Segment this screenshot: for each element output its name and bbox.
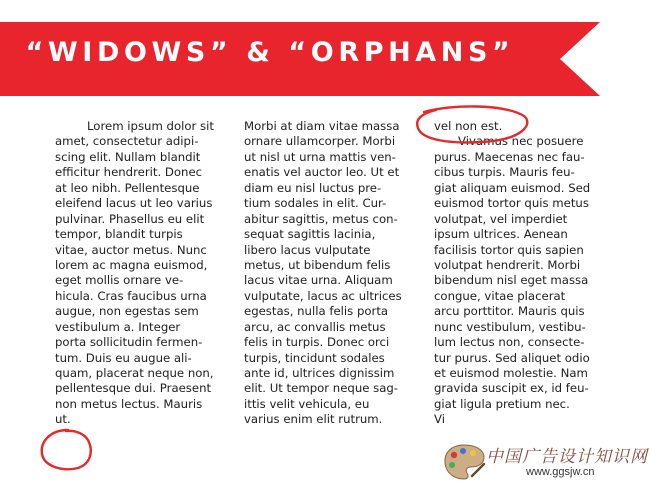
text-line: abitur sagittis, metus con- bbox=[244, 211, 398, 226]
text-line: volutpat hendrerit. Morbi bbox=[434, 257, 581, 272]
text-line: felis in turpis. Donec orci bbox=[244, 335, 390, 350]
text-line: egestas, nulla felis porta bbox=[244, 304, 389, 319]
text-line: lum lectus non, consectе- bbox=[434, 335, 585, 350]
text-line: pellentesque dui. Praesent bbox=[55, 381, 212, 396]
title-banner bbox=[0, 22, 600, 96]
text-column-1 bbox=[55, 119, 219, 428]
text-line: ut nisl ut urna mattis ven- bbox=[244, 149, 396, 164]
text-line: giat aliquam euismod. Sed bbox=[434, 180, 591, 195]
text-line: ipsum ultrices. Aenean bbox=[434, 227, 568, 242]
text-line: facilisis tortor quis sapien bbox=[434, 242, 584, 257]
text-line: scing elit. Nullam blandit bbox=[55, 149, 201, 164]
text-line: augue, non egestas sem bbox=[55, 304, 199, 319]
watermark-url: www.ggsjw.cn bbox=[526, 466, 595, 478]
text-line: efficitur hendrerit. Donec bbox=[55, 165, 203, 180]
text-line: Lorem ipsum dolor sit bbox=[87, 119, 214, 133]
text-line: volutpat, vel imperdiet bbox=[434, 211, 568, 226]
text-line: vitae, auctor metus. Nunc bbox=[55, 242, 207, 257]
text-line: enatis vel auctor leo. Ut et bbox=[244, 165, 400, 180]
text-line: metus, ut bibendum felis bbox=[244, 257, 391, 272]
orphan-line: ut. bbox=[55, 412, 71, 427]
text-line: pulvinar. Phasellus eu elit bbox=[55, 211, 205, 226]
text-line: lorem ac magna euismod, bbox=[55, 257, 208, 272]
text-line: ante id, ultrices dignissim bbox=[244, 366, 395, 380]
text-line: Vivamus nec posuere bbox=[458, 134, 584, 149]
text-line: vestibulum a. Integer bbox=[55, 319, 181, 334]
text-line: quam, placerat neque non, bbox=[55, 366, 214, 380]
text-line: bibendum nisl eget massa bbox=[434, 273, 589, 288]
text-line: ornare ullamcorper. Morbi bbox=[244, 134, 396, 149]
text-column-2 bbox=[244, 119, 410, 428]
text-line: cibus turpis. Mauris feu- bbox=[434, 165, 575, 180]
text-line: nunc vestibulum, vestibu- bbox=[434, 319, 586, 334]
text-line: diam eu nisl luctus pre- bbox=[244, 180, 382, 195]
text-line: at leo nibh. Pellentesque bbox=[55, 180, 200, 195]
text-line: Morbi at diam vitae massa bbox=[244, 119, 400, 133]
text-line: euismod tortor quis metus bbox=[434, 196, 589, 211]
text-line: tempor, blandit turpis bbox=[55, 227, 183, 242]
text-line: hicula. Cras faucibus urna bbox=[55, 288, 207, 303]
text-line: tur purus. Sed aliquet odio bbox=[434, 350, 590, 365]
text-line: porta sollicitudin fermen- bbox=[55, 335, 203, 350]
text-line: tum. Duis eu augue ali- bbox=[55, 350, 192, 365]
orphan-highlight-circle bbox=[36, 426, 96, 474]
palette-logo-icon bbox=[442, 442, 486, 482]
text-line: giat ligula pretium nec. bbox=[434, 396, 570, 411]
text-line: et euismod molestie. Nam bbox=[434, 366, 588, 380]
text-line: amet, consectetur adipi- bbox=[55, 134, 199, 149]
text-line: varius enim elit rutrum. bbox=[244, 412, 383, 427]
watermark bbox=[440, 438, 648, 486]
text-line: elit. Ut tempor neque sag- bbox=[244, 381, 399, 396]
text-line: vulputate, lacus ac ultrices bbox=[244, 288, 402, 303]
banner-title: “WIDOWS” & “ORPHANS” bbox=[25, 37, 515, 68]
text-line: non metus lectus. Mauris bbox=[55, 396, 203, 411]
text-line: ittis velit vehicula, eu bbox=[244, 396, 370, 411]
text-line: eget mollis ornare ve- bbox=[55, 273, 184, 288]
text-line: arcu, ac convallis metus bbox=[244, 319, 386, 334]
text-line: congue, vitae placerat bbox=[434, 288, 566, 303]
text-line: sequat sagittis lacinia, bbox=[244, 227, 376, 242]
widow-line: vel non est. bbox=[434, 119, 503, 133]
text-column-3 bbox=[434, 119, 594, 428]
text-line: gravida suscipit ex, id feu- bbox=[434, 381, 589, 396]
text-line: purus. Maecenas nec fau- bbox=[434, 149, 585, 164]
watermark-site-name: 中国广告设计知识网 bbox=[486, 447, 648, 467]
text-line: lacus vitae urna. Aliquam bbox=[244, 273, 393, 288]
text-line: tium sodales in elit. Cur- bbox=[244, 196, 387, 211]
text-line: eleifend lacus ut leo varius bbox=[55, 196, 213, 211]
text-line: Vi bbox=[434, 412, 445, 427]
text-line: arcu porttitor. Mauris quis bbox=[434, 304, 585, 319]
text-line: libero lacus vulputate bbox=[244, 242, 371, 257]
text-line: turpis, tincidunt sodales bbox=[244, 350, 385, 365]
